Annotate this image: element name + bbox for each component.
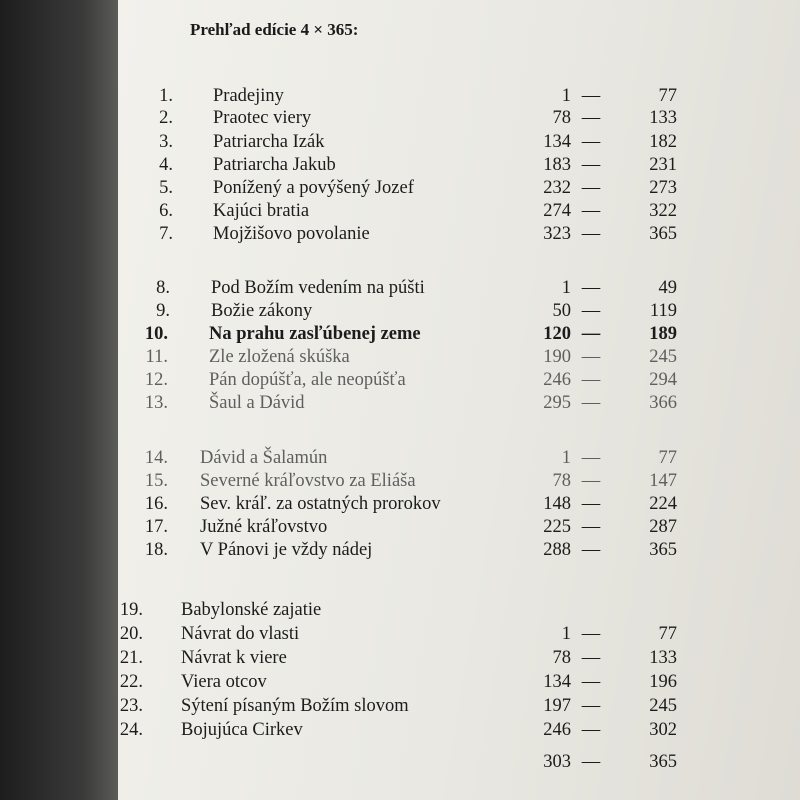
page-range-start: 197: [543, 696, 571, 716]
volume-row: [118, 155, 800, 179]
page-range-end: 302: [649, 720, 677, 740]
volume-row: [118, 132, 800, 156]
page-range-end: 273: [649, 178, 677, 198]
page-range-end: 189: [649, 324, 677, 344]
volume-row: [118, 393, 800, 417]
page-range-start: 78: [552, 471, 571, 491]
volume-row: [118, 108, 800, 132]
page-range-end: 49: [658, 278, 677, 298]
page-range-start: 323: [543, 224, 571, 244]
page-range-start: 78: [552, 648, 571, 668]
volume-title: Babylonské zajatie: [181, 600, 322, 620]
volume-title: Viera otcov: [181, 672, 267, 692]
volume-title: Pán dopúšťa, ale neopúšťa: [209, 370, 406, 390]
page-range-dash: —: [581, 696, 601, 716]
page-range-start: 303: [543, 752, 571, 772]
page-range-dash: —: [581, 86, 601, 106]
volume-title: Návrat k viere: [181, 648, 287, 668]
volume-title: Kajúci bratia: [213, 201, 310, 221]
page-range-dash: —: [581, 370, 601, 390]
page-range-end: 245: [649, 696, 677, 716]
page-range-start: 1: [561, 448, 571, 468]
page-range-end: 77: [658, 624, 677, 644]
page-range-start: 288: [543, 540, 571, 560]
volume-number: 9.: [156, 301, 170, 321]
page-range-end: 224: [649, 494, 677, 514]
page-range-start: 134: [543, 132, 571, 152]
volume-row: [118, 224, 800, 248]
page-range-dash: —: [581, 278, 601, 298]
page-range-start: 274: [543, 201, 571, 221]
volume-title: Sev. kráľ. za ostatných prorokov: [200, 494, 441, 514]
volume-number: 3.: [159, 132, 173, 152]
page-range-dash: —: [581, 201, 601, 221]
page-range-dash: —: [581, 224, 601, 244]
page-range-end: 294: [649, 370, 677, 390]
page-range-end: 133: [649, 108, 677, 128]
volume-number: 10.: [144, 324, 168, 344]
volume-row: [118, 448, 800, 472]
page-range-dash: —: [581, 301, 601, 321]
volume-number: 11.: [145, 347, 168, 367]
volume-row: [118, 720, 800, 744]
page-range-start: 78: [552, 108, 571, 128]
volume-title: Zle zložená skúška: [209, 347, 350, 367]
page-range-dash: —: [581, 393, 601, 413]
page-range-dash: —: [581, 624, 601, 644]
volume-number: 21.: [119, 648, 143, 668]
page-range-end: 77: [658, 86, 677, 106]
volume-row: [118, 517, 800, 541]
page-range-start: 190: [543, 347, 571, 367]
volume-title: Severné kráľovstvo za Eliáša: [200, 471, 416, 491]
volume-row: [118, 494, 800, 518]
volume-title: V Pánovi je vždy nádej: [200, 540, 373, 560]
page-range-dash: —: [581, 448, 601, 468]
page-range-start: 183: [543, 155, 571, 175]
volume-number: 14.: [144, 448, 168, 468]
page-range-dash: —: [581, 178, 601, 198]
volume-row: [118, 347, 800, 371]
page-range-start: 148: [543, 494, 571, 514]
volume-title: Patriarcha Jakub: [213, 155, 336, 175]
page-range-start: 246: [543, 370, 571, 390]
page-range-start: 232: [543, 178, 571, 198]
volume-row: [118, 600, 800, 624]
volume-number: 6.: [159, 201, 173, 221]
volume-number: 4.: [159, 155, 173, 175]
page-range-start: 246: [543, 720, 571, 740]
volume-row: [118, 672, 800, 696]
volume-number: 12.: [144, 370, 168, 390]
book-edge-shadow: [0, 0, 118, 800]
volume-number: 2.: [159, 108, 173, 128]
volume-row: [118, 471, 800, 495]
page-range-dash: —: [581, 347, 601, 367]
volume-number: 19.: [119, 600, 143, 620]
volume-number: 15.: [144, 471, 168, 491]
volume-row: [118, 370, 800, 394]
page-title: Prehľad edície 4 × 365:: [190, 20, 359, 39]
volume-title: Pod Božím vedením na púšti: [211, 278, 425, 298]
volume-number: 18.: [144, 540, 168, 560]
book-page: [118, 0, 800, 800]
volume-row: [118, 540, 800, 564]
volume-number: 16.: [144, 494, 168, 514]
page-range-start: 120: [543, 324, 571, 344]
volume-row: [118, 86, 800, 110]
volume-row: [118, 324, 800, 348]
page-range-dash: —: [581, 540, 601, 560]
volume-title: Božie zákony: [211, 301, 313, 321]
page-range-end: 365: [649, 540, 677, 560]
page-range-start: 295: [543, 393, 571, 413]
page-range-start: 225: [543, 517, 571, 537]
page-range-start: 134: [543, 672, 571, 692]
volume-number: 20.: [119, 624, 143, 644]
page-range-dash: —: [581, 672, 601, 692]
page-range-end: 147: [649, 471, 677, 491]
page-range-end: 365: [649, 224, 677, 244]
page-range-dash: —: [581, 155, 601, 175]
volume-title: Južné kráľovstvo: [200, 517, 328, 537]
page-range-start: 1: [561, 624, 571, 644]
volume-number: 22.: [119, 672, 143, 692]
page-range-end: 182: [649, 132, 677, 152]
page-range-dash: —: [581, 132, 601, 152]
page-range-dash: —: [581, 517, 601, 537]
volume-title: Praotec viery: [213, 108, 312, 128]
volume-title: Bojujúca Cirkev: [181, 720, 303, 740]
page-range-end: 196: [649, 672, 677, 692]
page-range-start: 50: [552, 301, 571, 321]
volume-number: 24.: [119, 720, 143, 740]
page-range-start: 1: [561, 278, 571, 298]
volume-title: Návrat do vlasti: [181, 624, 300, 644]
page-range-dash: —: [581, 108, 601, 128]
volume-row: [118, 696, 800, 720]
page-range-end: 365: [649, 752, 677, 772]
page-range-end: 366: [649, 393, 677, 413]
volume-title: Patriarcha Izák: [213, 132, 325, 152]
volume-title: Šaul a Dávid: [209, 393, 305, 413]
page-range-dash: —: [581, 648, 601, 668]
volume-number: 17.: [144, 517, 168, 537]
volume-title: Mojžišovo povolanie: [213, 224, 370, 244]
volume-row: [118, 301, 800, 325]
page-range-start: 1: [561, 86, 571, 106]
page-range-end: 119: [649, 301, 677, 321]
volume-row: [118, 648, 800, 672]
volume-title: Na prahu zasľúbenej zeme: [209, 324, 421, 344]
volume-number: 13.: [144, 393, 168, 413]
volume-number: 23.: [119, 696, 143, 716]
page-range-dash: —: [581, 494, 601, 514]
page-range-end: 245: [649, 347, 677, 367]
volume-title: Pradejiny: [213, 86, 284, 106]
page-range-end: 287: [649, 517, 677, 537]
page-range-end: 322: [649, 201, 677, 221]
volume-title: Dávid a Šalamún: [200, 448, 328, 468]
page-range-end: 231: [649, 155, 677, 175]
volume-title: Ponížený a povýšený Jozef: [213, 178, 414, 198]
volume-row: [118, 752, 800, 776]
page-range-dash: —: [581, 324, 601, 344]
volume-title: Sýtení písaným Božím slovom: [181, 696, 409, 716]
volume-number: 7.: [159, 224, 173, 244]
page-range-dash: —: [581, 471, 601, 491]
volume-number: 5.: [159, 178, 173, 198]
volume-row: [118, 201, 800, 225]
volume-row: [118, 178, 800, 202]
volume-number: 8.: [156, 278, 170, 298]
page-range-end: 77: [658, 448, 677, 468]
volume-row: [118, 278, 800, 302]
page-range-end: 133: [649, 648, 677, 668]
volume-number: 1.: [159, 86, 173, 106]
volume-row: [118, 624, 800, 648]
page-range-dash: —: [581, 752, 601, 772]
page-range-dash: —: [581, 720, 601, 740]
